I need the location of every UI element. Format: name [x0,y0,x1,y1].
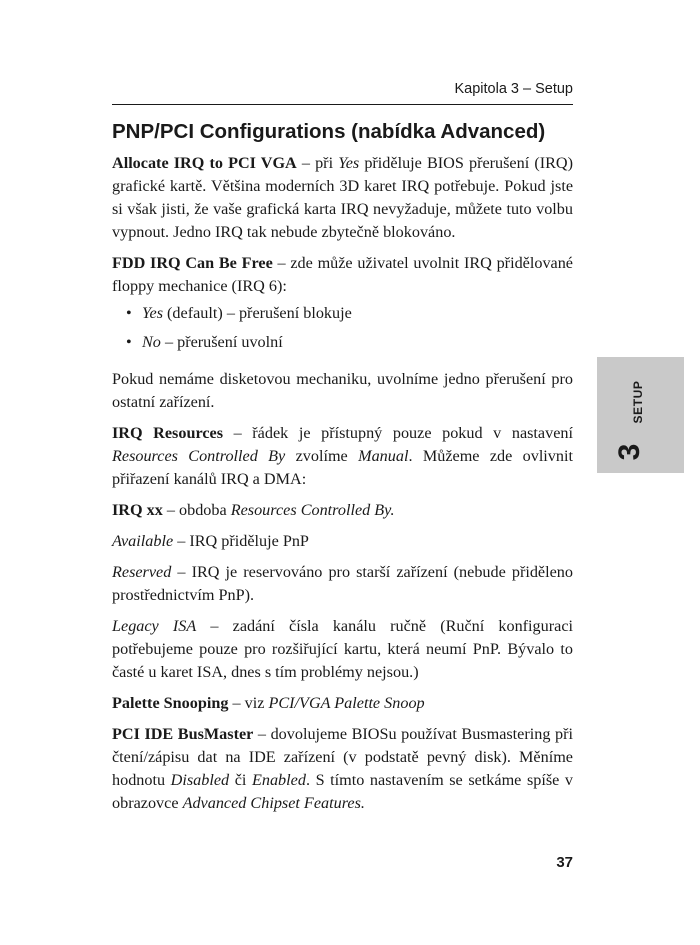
list-item [126,331,573,354]
list-item [126,302,573,325]
option-manual: Manual [358,447,409,465]
running-header: Kapitola 3 – Setup [454,81,573,97]
paragraph-palette-snooping [112,692,573,715]
option-desc: (default) – přerušení blokuje [163,304,352,322]
text: . Můžeme zde ovlivnit přiřazení kanálů IRQ a DMA: [112,447,573,488]
paragraph-available [112,530,573,553]
page-number: 37 [556,854,573,871]
paragraph-allocate-irq [112,152,573,244]
reference: PCI/VGA Palette Snoop [268,694,425,712]
paragraph-irq-xx [112,499,573,522]
option-yes: Yes [338,154,360,172]
term-palette-snooping: Palette Snooping [112,694,229,712]
bullet-icon: • [126,333,132,351]
paragraph-irq-resources [112,422,573,491]
text: zvolíme [285,447,359,465]
term-irq-resources: IRQ Resources [112,424,224,442]
option-label: Yes [142,304,163,322]
paragraph-fdd-irq [112,252,573,298]
paragraph-no-floppy: Pokud nemáme disketovou mechaniku, uvolníme jedno přerušení pro ostatní zařízení. [112,370,573,411]
option-label: No [142,333,161,351]
option-legacy-isa: Legacy ISA [112,617,197,635]
section-title: PNP/PCI Configurations (nabídka Advanced) [112,120,546,143]
text: – řádek je přístupný pouze pokud v nastavení [223,424,573,442]
text: – IRQ přiděluje PnP [173,532,309,550]
text: – IRQ je reservováno pro starší zařízení (nebude přiděleno prostřednictvím PnP). [112,563,573,604]
option-available: Available [112,532,174,550]
text: – zde může uživatel uvolnit IRQ přidělované floppy mechanice (IRQ 6): [112,254,573,295]
text: . S tímto nastavením se setkáme spíše v obrazovce [112,771,574,812]
paragraph-pci-ide-busmaster [112,723,573,815]
text: – obdoba [162,501,231,519]
term-fdd-irq: FDD IRQ Can Be Free [112,254,273,272]
text: – dovolujeme BIOSu používat Busmastering při čtení/zápisu dat na IDE zařízení (v podstatě pevný disk). Měníme hodnotu [112,725,573,789]
chapter-tab-label: SETUP [631,380,645,424]
paragraph-legacy-isa [112,615,573,684]
text: – při [296,154,339,172]
setting-name: Resources Controlled By [112,447,286,465]
reference: Advanced Chipset Features. [182,794,365,812]
option-reserved: Reserved [112,563,172,581]
main-content [112,152,573,815]
text: či [229,771,252,789]
bullet-icon: • [126,304,132,322]
header-rule [112,104,573,105]
chapter-tab-number: 3 [613,443,646,461]
text: – zadání čísla kanálu ručně (Ruční konfiguraci potřebujeme pouze pro rozšiřující kartu, která neumí PnP. Bývalo to časté u karet ISA, dnes s tím problémy nejsou.) [112,617,574,681]
setting-name: Resources Controlled By. [230,501,395,519]
term-irq-xx: IRQ xx [112,501,163,519]
option-desc: – přerušení uvolní [160,333,283,351]
paragraph-reserved [112,561,573,607]
text: – viz [228,694,269,712]
term-allocate-irq: Allocate IRQ to PCI VGA [112,154,297,172]
text: přiděluje BIOS přerušení (IRQ) grafické kartě. Většina moderních 3D karet IRQ potřebuje. Pokud jste si však jisti, že vaše grafická karta IRQ nevyžaduje, můžete tuto volbu vypnout. Jedno IRQ tak nebude zbytečně blokováno. [112,154,573,241]
term-pci-ide-busmaster: PCI IDE BusMaster [112,725,254,743]
option-disabled: Disabled [170,771,230,789]
fdd-options-list [112,302,573,354]
option-enabled: Enabled [251,771,306,789]
